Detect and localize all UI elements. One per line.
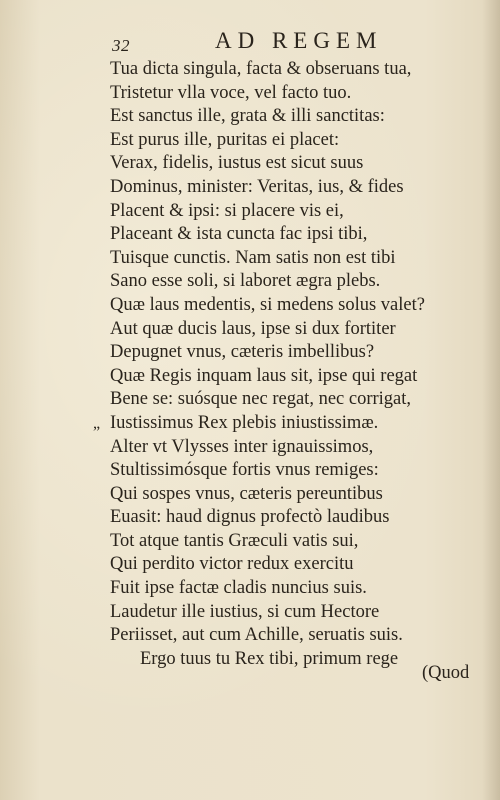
verse-text: Tuisque cunctis. Nam satis non est tibi xyxy=(110,247,396,268)
verse-text: Quæ Regis inquam laus sit, ipse qui regat xyxy=(110,365,418,386)
verse-line xyxy=(110,318,495,342)
verse-text: Sano esse soli, si laboret ægra plebs. xyxy=(110,271,381,292)
verse-line xyxy=(110,601,495,625)
verse-text: Placeant & ista cuncta fac ipsi tibi, xyxy=(110,224,368,245)
verse-line xyxy=(110,506,495,530)
verse-line xyxy=(110,58,495,82)
page-header xyxy=(112,26,500,56)
verse-text: Aut quæ ducis laus, ipse si dux fortiter xyxy=(110,318,396,339)
verse-line xyxy=(110,483,495,507)
verse-block xyxy=(93,58,495,671)
verse-line xyxy=(110,365,495,389)
verse-line xyxy=(110,82,495,106)
verse-line xyxy=(110,105,495,129)
verse-text: Periisset, aut cum Achille, seruatis suis. xyxy=(110,625,403,646)
verse-text: Placent & ipsi: si placere vis ei, xyxy=(110,200,344,221)
verse-line xyxy=(110,247,495,271)
verse-text: Dominus, minister: Veritas, ius, & fides xyxy=(110,176,404,197)
verse-text: Est purus ille, puritas ei placet: xyxy=(110,129,340,150)
verse-line xyxy=(110,176,495,200)
verse-text: Tristetur vlla voce, vel facto tuo. xyxy=(110,82,352,103)
verse-text: Verax, fidelis, iustus est sicut suus xyxy=(110,153,364,174)
catchword: (Quod xyxy=(422,663,470,683)
running-head: AD REGEM xyxy=(215,28,383,53)
verse-text: Qui sospes vnus, cæteris pereuntibus xyxy=(110,483,383,504)
verse-text: Iustissimus Rex plebis iniustissimæ. xyxy=(110,412,379,433)
verse-line xyxy=(110,553,495,577)
verse-text: Est sanctus ille, grata & illi sanctitas: xyxy=(110,106,385,127)
verse-text: Stultissimósque fortis vnus remiges: xyxy=(110,460,379,481)
verse-line xyxy=(110,459,495,483)
verse-line xyxy=(110,341,495,365)
verse-text: Qui perdito victor redux exercitu xyxy=(110,554,354,575)
verse-text: Tua dicta singula, facta & obseruans tua, xyxy=(110,59,412,79)
verse-line xyxy=(93,412,495,436)
marginal-quote-mark: „ xyxy=(93,414,101,432)
verse-line xyxy=(110,223,495,247)
verse-text: Quæ laus medentis, si medens solus valet? xyxy=(110,294,425,315)
verse-line xyxy=(110,577,495,601)
verse-text: Depugnet vnus, cæteris imbellibus? xyxy=(110,342,375,363)
verse-line xyxy=(110,270,495,294)
verse-line xyxy=(110,200,495,224)
verse-text: Alter vt Vlysses inter ignauissimos, xyxy=(110,436,374,457)
page-number: 32 xyxy=(112,36,130,55)
verse-text: Ergo tuus tu Rex tibi, primum rege xyxy=(140,648,399,669)
verse-line xyxy=(110,129,495,153)
verse-text: Tot atque tantis Græculi vatis sui, xyxy=(110,530,359,551)
verse-text: Euasit: haud dignus profectò laudibus xyxy=(110,507,390,528)
verse-text: Fuit ipse factæ cladis nuncius suis. xyxy=(110,578,367,599)
verse-line xyxy=(110,388,495,412)
verse-text: Bene se: suósque nec regat, nec corrigat, xyxy=(110,389,412,410)
verse-line xyxy=(110,294,495,318)
verse-line xyxy=(110,530,495,554)
verse-text: Laudetur ille iustius, si cum Hectore xyxy=(110,601,380,622)
verse-line xyxy=(110,152,495,176)
verse-line xyxy=(110,436,495,460)
verse-line xyxy=(110,624,495,648)
